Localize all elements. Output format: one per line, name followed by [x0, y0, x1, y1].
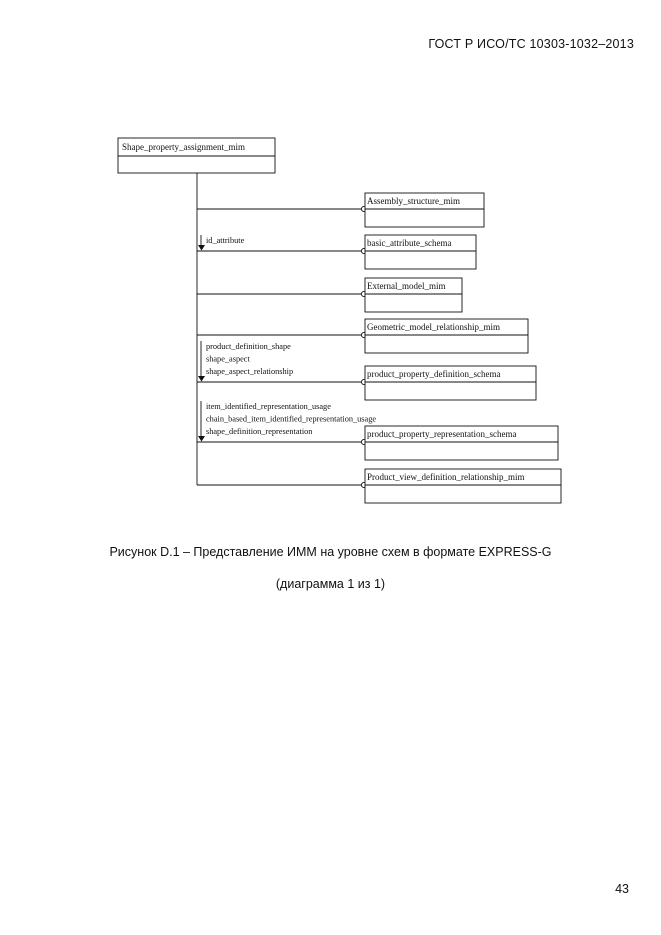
reference-annotation: shape_aspect [206, 354, 250, 364]
figure-caption: Рисунок D.1 – Представление ИММ на уровне схем в формате EXPRESS-G [109, 545, 552, 559]
reference-arrow-marker [198, 436, 205, 442]
reference-annotation: chain_based_item_identified_representation_usage [206, 414, 377, 424]
reference-annotation: shape_aspect_relationship [206, 367, 294, 376]
target-schema-label: Geometric_model_relationship_mim [367, 322, 500, 332]
document-header: ГОСТ Р ИСО/ТС 10303-1032–2013 [428, 37, 634, 51]
source-schema-label: Shape_property_assignment_mim [122, 142, 245, 152]
target-schema-label: Product_view_definition_relationship_mim [367, 472, 525, 482]
reference-annotation: shape_definition_representation [206, 427, 313, 436]
reference-arrow-marker [198, 245, 205, 251]
reference-annotation: product_definition_shape [206, 342, 291, 351]
target-schema-label: External_model_mim [367, 281, 446, 291]
target-schema-label: product_property_definition_schema [367, 369, 501, 379]
reference-annotation: item_identified_representation_usage [206, 402, 331, 411]
reference-annotation: id_attribute [206, 236, 245, 245]
target-schema-label: product_property_representation_schema [367, 429, 517, 439]
target-schema-label: Assembly_structure_mim [367, 196, 460, 206]
page-number: 43 [615, 882, 629, 896]
reference-arrow-marker [198, 376, 205, 382]
figure-subcaption: (диаграмма 1 из 1) [275, 577, 386, 591]
target-schema-label: basic_attribute_schema [367, 238, 452, 248]
